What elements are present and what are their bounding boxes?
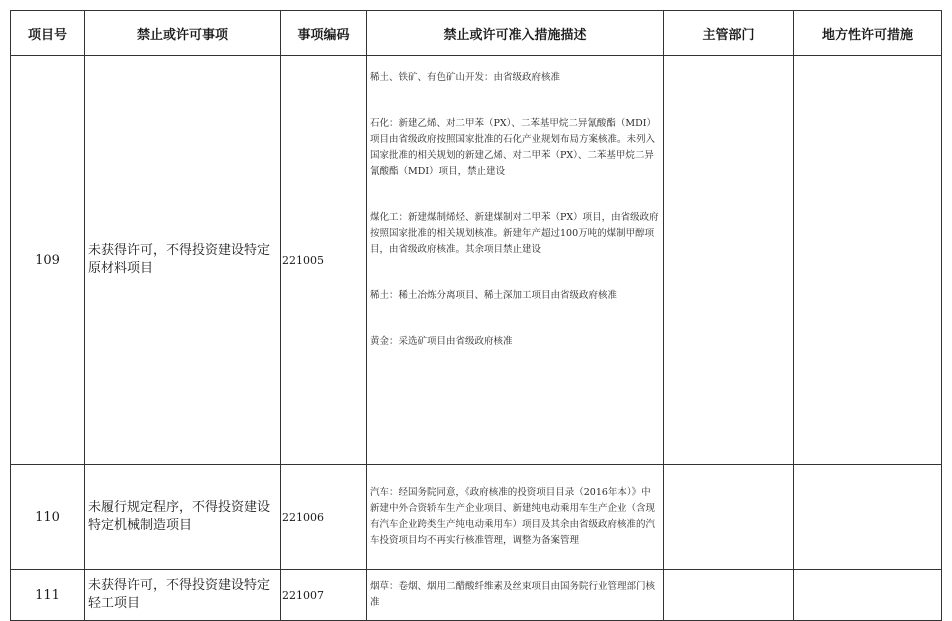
header-no: 项目号	[11, 11, 85, 56]
desc-paragraph: 稀土：稀土冶炼分离项目、稀土深加工项目由省级政府核准	[370, 290, 618, 301]
row-dept	[664, 570, 794, 621]
header-desc: 禁止或许可准入措施描述	[367, 11, 664, 56]
desc-paragraph: 煤化工：新建煤制烯烃、新建煤制对二甲苯（PX）项目，由省级政府按照国家批准的相关规划核准。新建年产超过100万吨的煤制甲醇项目，由省级政府核准。其余项目禁止建设	[370, 212, 659, 255]
row-dept	[664, 56, 794, 465]
desc-paragraph: 汽车：经国务院同意，《政府核准的投资项目目录（2016年本）》中新建中外合资轿车生产企业项目、新建纯电动乘用车生产企业（含现有汽车企业跨类生产纯电动乘用车）项目及其余由省级政府核准的汽车投资项目均不再实行核准管理，调整为备案管理	[370, 487, 656, 546]
row-desc	[367, 570, 664, 621]
header-code: 事项编码	[281, 11, 367, 56]
row-no: 109	[11, 56, 85, 465]
row-item: 未获得许可，不得投资建设特定原材料项目	[85, 56, 281, 465]
header-local: 地方性许可措施	[794, 11, 942, 56]
row-dept	[664, 465, 794, 570]
desc-paragraph: 石化：新建乙烯、对二甲苯（PX）、二苯基甲烷二异氰酸酯（MDI）项目由省级政府按照国家批准的石化产业规划布局方案核准。未列入国家批准的相关规划的新建乙烯、对二甲苯（PX）、二苯基甲烷二异氰酸酯（MDI）项目，禁止建设	[370, 118, 657, 177]
row-desc	[367, 465, 664, 570]
row-no: 110	[11, 465, 85, 570]
header-item: 禁止或许可事项	[85, 11, 281, 56]
row-local	[794, 465, 942, 570]
row-item: 未获得许可，不得投资建设特定轻工项目	[85, 570, 281, 621]
row-code: 221005	[281, 56, 367, 465]
row-code: 221007	[281, 570, 367, 621]
desc-paragraph: 烟草：卷烟、烟用二醋酸纤维素及丝束项目由国务院行业管理部门核准	[370, 581, 656, 608]
row-item: 未履行规定程序，不得投资建设特定机械制造项目	[85, 465, 281, 570]
row-no: 111	[11, 570, 85, 621]
row-local	[794, 570, 942, 621]
header-dept: 主管部门	[664, 11, 794, 56]
row-desc	[367, 56, 664, 465]
header-row	[11, 11, 942, 56]
table-row	[11, 570, 942, 621]
row-code: 221006	[281, 465, 367, 570]
permit-table	[10, 10, 942, 621]
row-local	[794, 56, 942, 465]
table-row	[11, 56, 942, 465]
desc-paragraph: 稀土、铁矿、有色矿山开发：由省级政府核准	[370, 72, 561, 83]
desc-paragraph: 黄金：采选矿项目由省级政府核准	[370, 336, 513, 347]
table-row	[11, 465, 942, 570]
